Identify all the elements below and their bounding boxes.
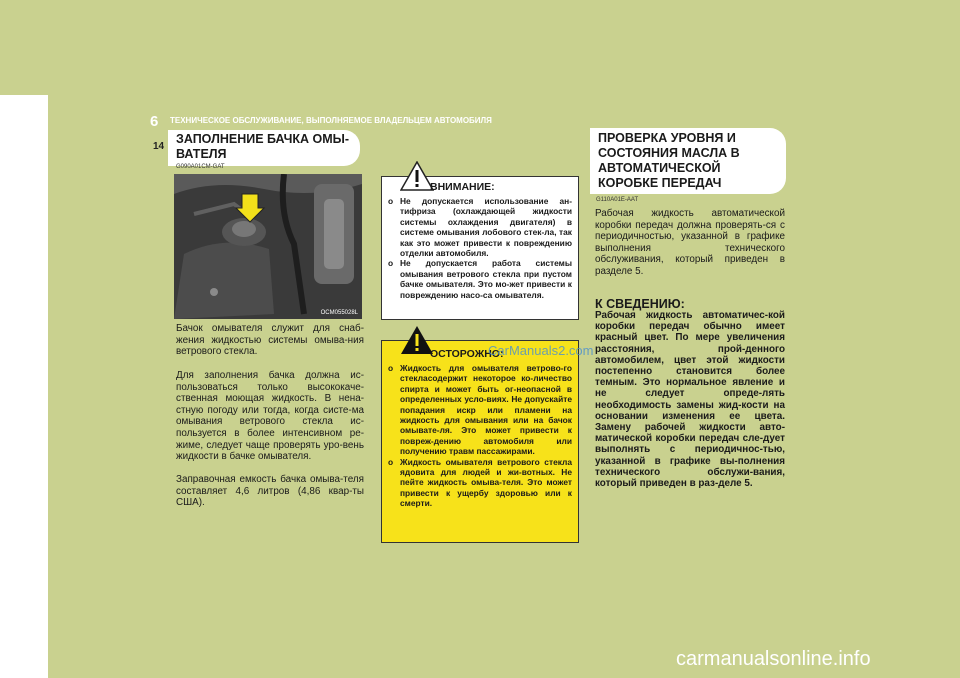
warning-triangle-icon [400, 325, 434, 355]
section-code-washer: G090A01CM-GAT [176, 164, 225, 170]
warning-item: o Жидкость омывателя ветрового стекла ядовита для людей и жи-вотных. Не пейте жидкость омыва-теля. Это может привести к ущербу здоровью или к смерти. [388, 456, 572, 509]
washer-paragraph-2: Для заполнения бачка должна ис-пользоваться только высококаче-ственная моющая жидкость. В нена-стную погоду или тогда, когда систе-ма омывания ветрового стекла ис-пользуется в более интенсивном ре-жиме, следует чаще проверять уро-вень жидкости в бачке омывателя. [176, 370, 364, 463]
section-code-transmission: G110A01E-AAT [596, 197, 639, 203]
warning-box [381, 340, 579, 543]
chapter-number: 6 [150, 113, 159, 130]
page-number: 14 [153, 141, 165, 152]
engine-bay-illustration [174, 174, 362, 319]
page-header [150, 113, 850, 129]
notice-heading: К СВЕДЕНИЮ: [595, 297, 685, 311]
caution-item: o Не допускается использование ан-тифриза (охлаждающей жидкости системы охлаждения двигателя) в системе омывания лобового стек-ла, так как это может привести к повреждению отделки автомобиля. [388, 196, 572, 259]
caution-triangle-icon [400, 161, 434, 191]
engine-bay-photo [174, 174, 362, 319]
caution-list [388, 196, 572, 300]
caution-item: o Не допускается работа системы омывания ветрового стекла при пустом бачке омывателя. Это мо-жет привести к повреждению насо-са омывателя. [388, 258, 572, 300]
bullet-marker: o [388, 196, 394, 206]
washer-paragraph-1: Бачок омывателя служит для снаб-жения жидкостью системы омыва-ния ветрового стекла. [176, 323, 364, 358]
caution-box [381, 176, 579, 320]
watermark-carmanuals: CarManuals2.com [488, 343, 594, 358]
photo-caption: OCM055028L [320, 310, 358, 316]
chapter-title: ТЕХНИЧЕСКОЕ ОБСЛУЖИВАНИЕ, ВЫПОЛНЯЕМОЕ ВЛАДЕЛЬЦЕМ АВТОМОБИЛЯ [170, 116, 492, 125]
section-title-washer: ЗАПОЛНЕНИЕ БАЧКА ОМЫ-ВАТЕЛЯ [168, 130, 360, 166]
section-title-transmission: ПРОВЕРКА УРОВНЯ И СОСТОЯНИЯ МАСЛА В АВТОМАТИЧЕСКОЙ КОРОБКЕ ПЕРЕДАЧ [590, 128, 786, 194]
footer-watermark: carmanualsonline.info [676, 648, 871, 670]
bullet-marker: o [388, 363, 394, 373]
warning-title: ОСТОРОЖНО: [430, 348, 504, 360]
transmission-paragraph-1: Рабочая жидкость автоматической коробки передач должна проверять-ся с периодичностью, указанной в графике выполнения технического обслуживания, который приведен в разделе 5. [595, 208, 785, 277]
warning-item: o Жидкость для омывателя ветрово-го стекласодержит некоторое ко-личество спирта и может быть ог-неопасной в определенных усло-виях. Не допускайте попадания искр или пламени на жидкость для омывания или на бачок омывате-ля. Это может привести к повреж-дению автомобиля или получению травм пассажирами. [388, 363, 572, 457]
warning-list [388, 363, 572, 509]
notice-paragraph: Рабочая жидкость автоматичес-кой коробки передач обычно имеет красный цвет. По мере увеличения расстояния, прой-денного автомобилем, цвет этой жидкости постепенно становится более темным. Это нормальное явление и не следует опреде-лять необходимость замены жид-кости на основании изменения ее цвета. Замену рабочей жидкости авто-матической коробки передач сле-дует выполнять с периодичнос-тью, указанной в графике вы-полнения технического обслужи-вания, который приведен в раз-деле 5. [595, 310, 785, 490]
bullet-marker: o [388, 456, 394, 467]
washer-paragraph-3: Заправочная емкость бачка омыва-теля составляет 4,6 литров (4,86 квар-ты США). [176, 474, 364, 509]
top-band [0, 0, 960, 95]
bullet-marker: o [388, 258, 394, 269]
caution-title: ВНИМАНИЕ: [430, 181, 495, 193]
